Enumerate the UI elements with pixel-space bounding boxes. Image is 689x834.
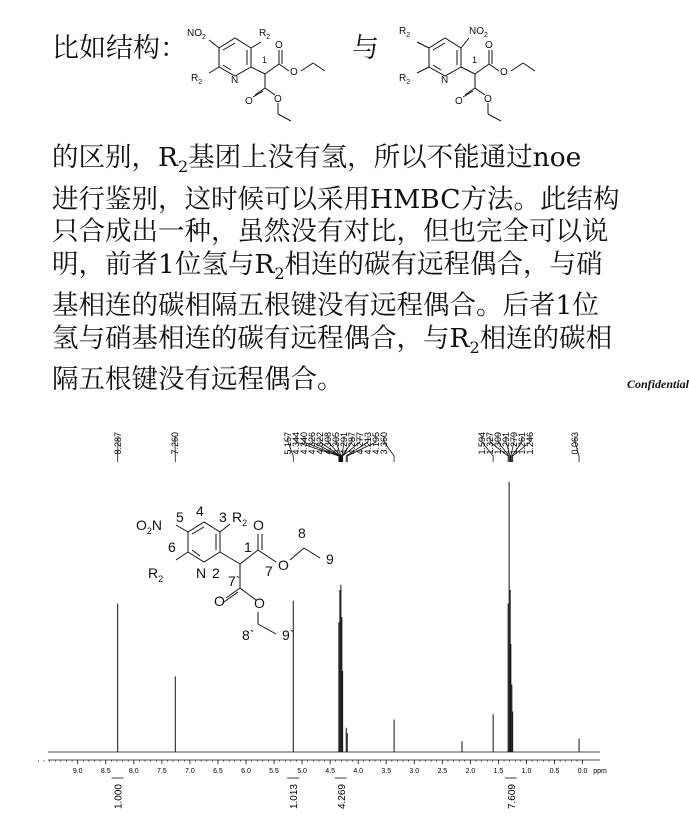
o-label: O	[500, 67, 508, 78]
o-label: O	[485, 40, 493, 51]
axis-tick-label: 7.5	[156, 768, 167, 775]
peak-label: 4.213	[363, 432, 373, 455]
axis-tick-label: 5.0	[297, 768, 307, 775]
r2-bottom-label: $R_2$	[191, 73, 203, 86]
peak-label: 3.360	[379, 432, 389, 455]
peak-label: 1.261	[517, 432, 527, 455]
axis-unit: ppm	[593, 768, 607, 775]
inset-num-2: 2	[212, 565, 220, 581]
axis-tick-label: 4.5	[325, 768, 336, 775]
peak-label: 1.327	[485, 432, 495, 455]
peak-label: 4.326	[307, 432, 317, 455]
integral-value: 1.000	[113, 784, 125, 810]
inset-o: O	[254, 595, 265, 611]
peak-label: 4.195	[371, 432, 381, 455]
text-line: 明，前者1位氢与$R_2$相连的碳有远程偶合，与硝	[52, 248, 603, 283]
structure-a	[175, 14, 345, 124]
and-text: 与	[352, 33, 379, 64]
axis-tick-label: 1.5	[493, 768, 504, 775]
integral-value: 7.609	[506, 784, 518, 810]
inset-num-8p: 8`	[242, 627, 255, 643]
inset-num-7p: 7`	[228, 573, 241, 589]
spectrum-trace	[48, 482, 600, 752]
inset-o: O	[253, 517, 264, 533]
peak-label: 1.246	[525, 432, 535, 455]
axis-tick-label: 2.0	[465, 768, 476, 775]
o-label: O	[455, 96, 463, 107]
axis-tick-label: 5.5	[269, 768, 279, 775]
text-line: 基相连的碳相隔五根键没有远程偶合。后者1位	[52, 290, 599, 321]
inset-num-5: 5	[176, 509, 184, 525]
text-line: 只合成出一种，虽然没有对比，但也完全可以说	[52, 216, 609, 247]
r2-top-label: $R_2$	[259, 28, 271, 41]
peak-label: 4.287	[347, 432, 357, 455]
integral-group	[112, 778, 518, 809]
nitro-label: $NO_2$	[187, 28, 206, 41]
inset-num-8: 8	[298, 525, 306, 541]
inset-num-3: 3	[219, 509, 227, 525]
axis-tick-label: 6.0	[241, 768, 251, 775]
nmr-spectrum	[0, 390, 689, 834]
inset-ring-n: N	[196, 565, 207, 581]
inset-num-7: 7	[265, 563, 273, 579]
inset-r2-bottom: $R_2$	[148, 565, 164, 584]
axis-tick-label: 2.5	[437, 768, 448, 775]
text-line: 隔五根键没有远程偶合。	[52, 364, 344, 395]
axis-tick-label: 8.0	[128, 768, 139, 775]
pos1-label: 1	[472, 55, 478, 65]
o-label: O	[484, 94, 492, 105]
axis-tick-label: 3.0	[409, 768, 420, 775]
integral-value: 1.013	[289, 784, 301, 810]
peak-label: 1.279	[509, 432, 519, 455]
axis-tick-label: 1.0	[521, 768, 532, 775]
confidential-watermark: Confidential	[626, 377, 689, 391]
peak-label: 4.305	[331, 432, 341, 455]
peak-label: 4.322	[315, 432, 325, 455]
integral-value: 4.269	[336, 784, 348, 810]
inset-num-1: 1	[244, 539, 252, 555]
axis-tick-label: 6.5	[213, 768, 223, 775]
peak-label: 1.594	[477, 432, 487, 455]
inset-num-6: 6	[168, 539, 176, 555]
pos1-label: 1	[262, 55, 268, 65]
peak-label: 4.291	[339, 432, 349, 455]
peak-label: 8.287	[113, 432, 123, 455]
nitro-label: $NO_2$	[469, 26, 488, 39]
r2-top-label: $R_2$	[399, 26, 411, 39]
text-line: 进行鉴别，这时候可以采用HMBC方法。此结构	[52, 183, 620, 215]
axis-tick-label: 8.5	[100, 768, 111, 775]
inset-num-9p: 9`	[282, 627, 295, 643]
peak-label: 4.277	[355, 432, 365, 455]
inset-num-9: 9	[326, 551, 334, 567]
axis-tick-label: 3.5	[381, 768, 392, 775]
inset-r2-top: $R_2$	[232, 509, 248, 528]
inset-o: O	[214, 593, 225, 609]
inset-o: O	[278, 557, 289, 573]
peak-label: 0.063	[570, 432, 580, 455]
axis-tick-label: 0.5	[549, 768, 560, 775]
text-line: 氢与硝基相连的碳有远程偶合，与$R_2$相连的碳相	[52, 322, 613, 357]
intro-text: 比如结构：	[52, 33, 187, 64]
r2-bottom-label: $R_2$	[399, 73, 411, 86]
axis-tick-label: 9.0	[72, 768, 83, 775]
axis-tick-label: 7.0	[185, 768, 195, 775]
o-label: O	[290, 67, 298, 78]
axis-tick-label: 4.0	[353, 768, 364, 775]
peak-label: 4.340	[299, 432, 309, 455]
explanation-paragraph	[52, 142, 682, 397]
o-label: O	[274, 94, 282, 105]
axis-tick-label: 0.0	[577, 768, 588, 775]
text-line: 的区别，$R_2$基团上没有氢，所以不能通过noe	[52, 142, 582, 176]
ppm-axis	[38, 760, 607, 775]
inset-structure	[136, 503, 334, 643]
ring-n-label: N	[231, 75, 239, 86]
inset-num-4: 4	[196, 503, 204, 519]
peak-label: 1.309	[493, 432, 503, 455]
structure-b	[395, 14, 555, 124]
peak-label: 7.260	[170, 432, 180, 455]
peak-label: 1.291	[501, 432, 511, 455]
o-label: O	[245, 96, 253, 107]
peak-label-group	[113, 432, 580, 455]
peak-label: 4.308	[323, 432, 333, 455]
o-label: O	[275, 40, 283, 51]
inset-nitro: $O_2N$	[136, 517, 163, 536]
peak-label: 5.157	[283, 432, 293, 455]
peak-label: 4.344	[291, 432, 301, 455]
ring-n-label: N	[441, 75, 449, 86]
